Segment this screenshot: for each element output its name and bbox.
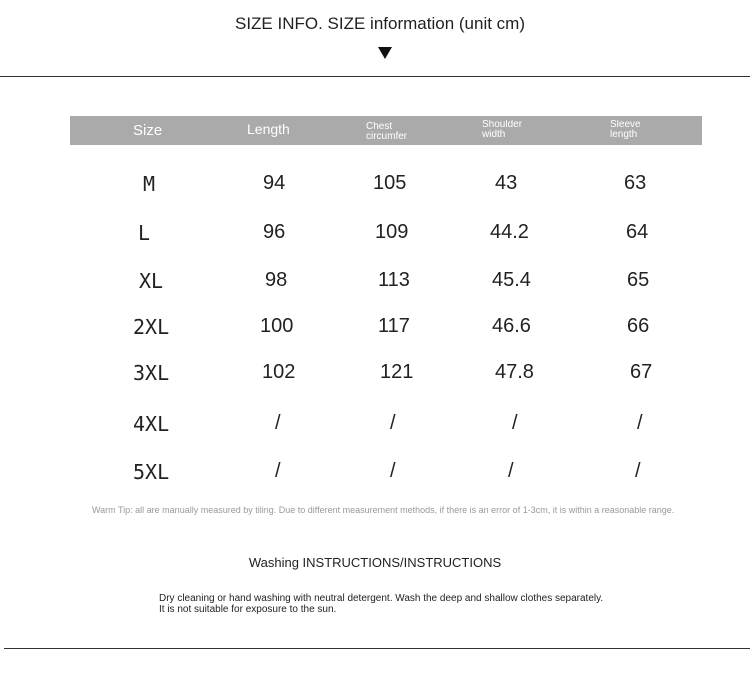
table-row [0,412,750,452]
washing-title: Washing INSTRUCTIONS/INSTRUCTIONS [248,555,502,570]
cell-sleeve: / [637,412,643,434]
bottom-divider [4,648,750,649]
cell-size: 2XL [133,315,170,339]
table-row [0,315,750,355]
header-sleeve: Sleeve length [610,120,641,140]
cell-shoulder: 43 [495,172,518,194]
table-row [0,361,750,401]
cell-size: M [143,172,156,196]
table-row [0,221,750,261]
page-title: SIZE INFO. SIZE information (unit cm) [234,14,525,33]
cell-size: 4XL [133,412,170,436]
cell-size: 3XL [133,361,170,385]
size-table-header [70,116,702,145]
washing-text [159,593,679,615]
cell-sleeve: 66 [627,315,650,337]
cell-size: L [138,221,151,245]
cell-shoulder: 46.6 [492,315,531,337]
cell-shoulder: 47.8 [495,361,534,383]
cell-shoulder: / [512,412,518,434]
cell-chest: / [390,412,396,434]
washing-text-line: Dry cleaning or hand washing with neutral detergent. Wash the deep and shallow clothes separately. [159,593,604,604]
cell-length: / [275,460,281,482]
cell-length: 98 [265,269,288,291]
cell-length: 94 [263,172,286,194]
cell-size: XL [139,269,164,293]
cell-shoulder: 45.4 [492,269,531,291]
cell-length: 100 [260,315,294,337]
down-arrow-icon [378,47,392,59]
header-chest: Chest circumfer [366,122,408,142]
cell-shoulder: / [508,460,514,482]
cell-chest: 121 [380,361,414,383]
table-row [0,269,750,309]
header-shoulder: Shoulder width [482,120,523,140]
cell-sleeve: 65 [627,269,650,291]
cell-size: 5XL [133,460,170,484]
cell-sleeve: 63 [624,172,647,194]
table-row [0,172,750,212]
cell-sleeve: 67 [630,361,653,383]
cell-chest: 105 [373,172,407,194]
cell-shoulder: 44.2 [490,221,529,243]
cell-chest: 113 [378,269,410,291]
cell-length: / [275,412,281,434]
header-size: Size [133,122,163,139]
table-row [0,460,750,500]
washing-text-line: It is not suitable for exposure to the sun. [159,604,337,615]
cell-length: 96 [263,221,286,243]
top-divider [0,76,750,77]
cell-length: 102 [262,361,296,383]
warm-tip: Warm Tip: all are manually measured by tiling. Due to different measurement methods, if there is an error of 1-3cm, it is within a reasonable range. [92,505,675,515]
cell-chest: 109 [375,221,409,243]
cell-chest: 117 [378,315,410,337]
cell-chest: / [390,460,396,482]
header-length: Length [247,121,290,137]
cell-sleeve: / [635,460,641,482]
cell-sleeve: 64 [626,221,649,243]
